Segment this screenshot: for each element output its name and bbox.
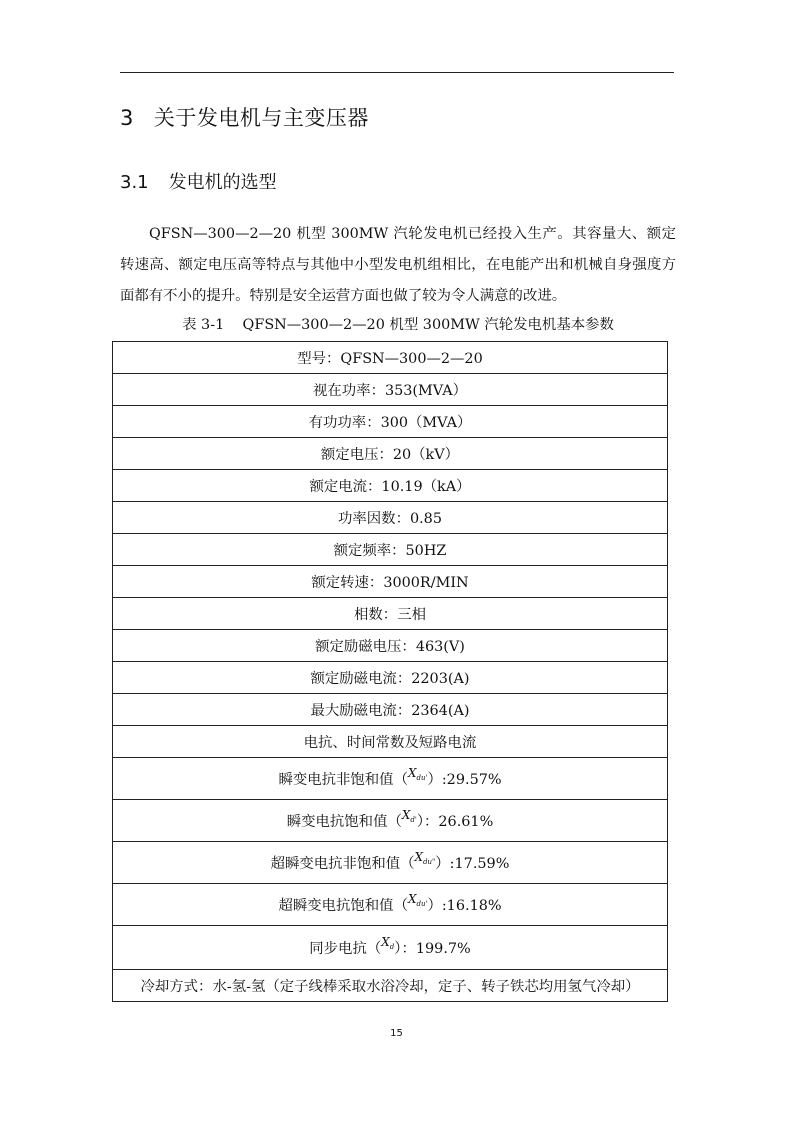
- table-cell: [113, 758, 668, 800]
- reactance-value: ）：26.61%: [416, 814, 494, 830]
- table-row: [113, 758, 668, 800]
- header-rule: [120, 72, 674, 73]
- generator-parameters-table: [112, 341, 668, 1002]
- table-row: [113, 438, 668, 470]
- table-cell: 额定电压：20（kV）: [113, 438, 668, 470]
- table-cell: 额定励磁电流：2203(A): [113, 662, 668, 694]
- reactance-label: 超瞬变电抗饱和值（: [278, 898, 408, 914]
- reactance-label: 同步电抗（: [309, 941, 382, 957]
- section-title: 发电机的选型: [168, 172, 277, 193]
- table-row: [113, 694, 668, 726]
- reactance-value: ）:29.57%: [427, 772, 502, 788]
- table-row: [113, 342, 668, 374]
- table-cell: 有功功率：300（MVA）: [113, 406, 668, 438]
- table-row: [113, 884, 668, 926]
- reactance-value: ）:17.59%: [435, 856, 510, 872]
- reactance-symbol: Xdu": [414, 850, 436, 866]
- reactance-symbol: Xdu': [407, 766, 428, 782]
- table-cell: 冷却方式：水-氢-氢（定子线棒采取水浴冷却，定子、转子铁芯均用氢气冷却）: [113, 970, 668, 1002]
- table-cell: 型号：QFSN—300—2—20: [113, 342, 668, 374]
- reactance-label: 瞬变电抗饱和值（: [286, 814, 402, 830]
- table-row: [113, 374, 668, 406]
- table-row: [113, 566, 668, 598]
- table-cell: 最大励磁电流：2364(A): [113, 694, 668, 726]
- table-cell: 额定励磁电压：463(V): [113, 630, 668, 662]
- table-cell: 功率因数：0.85: [113, 502, 668, 534]
- table-cell: 额定电流：10.19（kA）: [113, 470, 668, 502]
- reactance-symbol: Xd': [401, 808, 417, 824]
- table-row: [113, 800, 668, 842]
- table-cell: [113, 926, 668, 970]
- chapter-title: 关于发电机与主变压器: [153, 106, 369, 130]
- chapter-number: 3: [120, 106, 134, 130]
- section-number: 3.1: [120, 172, 149, 193]
- table-cell: 相数：三相: [113, 598, 668, 630]
- table-row: [113, 598, 668, 630]
- body-paragraph: QFSN—300—2—20 机型 300MW 汽轮发电机已经投入生产。其容量大、额定转速高、额定电压高等特点与其他中小型发电机组相比，在电能产出和机械自身强度方面都有不小的提升。特别是安全运营方面也做了较为令人满意的改进。: [120, 226, 676, 304]
- reactance-symbol: Xd: [381, 935, 395, 951]
- reactance-label: 超瞬变电抗非饱和值（: [270, 856, 415, 872]
- table-cell: 额定频率：50HZ: [113, 534, 668, 566]
- table-caption: 表 3-1 QFSN—300—2—20 机型 300MW 汽轮发电机基本参数: [182, 317, 614, 333]
- chapter-heading: [120, 102, 369, 132]
- page-number: 15: [390, 1028, 403, 1039]
- table-row: [113, 534, 668, 566]
- reactance-label: 瞬变电抗非饱和值（: [278, 772, 408, 788]
- reactance-symbol: Xdu': [407, 892, 428, 908]
- table-row: [113, 662, 668, 694]
- reactance-value: ）：199.7%: [394, 941, 471, 957]
- reactance-value: ）:16.18%: [427, 898, 502, 914]
- table-row: [113, 926, 668, 970]
- table-cell: 额定转速：3000R/MIN: [113, 566, 668, 598]
- table-row: [113, 406, 668, 438]
- table-row: [113, 502, 668, 534]
- table-cell: [113, 884, 668, 926]
- table-cell: [113, 842, 668, 884]
- table-row: [113, 842, 668, 884]
- table-cell: 电抗、时间常数及短路电流: [113, 726, 668, 758]
- table-row: [113, 970, 668, 1002]
- table-row: [113, 726, 668, 758]
- table-cell: [113, 800, 668, 842]
- section-heading: [120, 168, 277, 194]
- table-row: [113, 470, 668, 502]
- table-row: [113, 630, 668, 662]
- table-cell: 视在功率：353(MVA）: [113, 374, 668, 406]
